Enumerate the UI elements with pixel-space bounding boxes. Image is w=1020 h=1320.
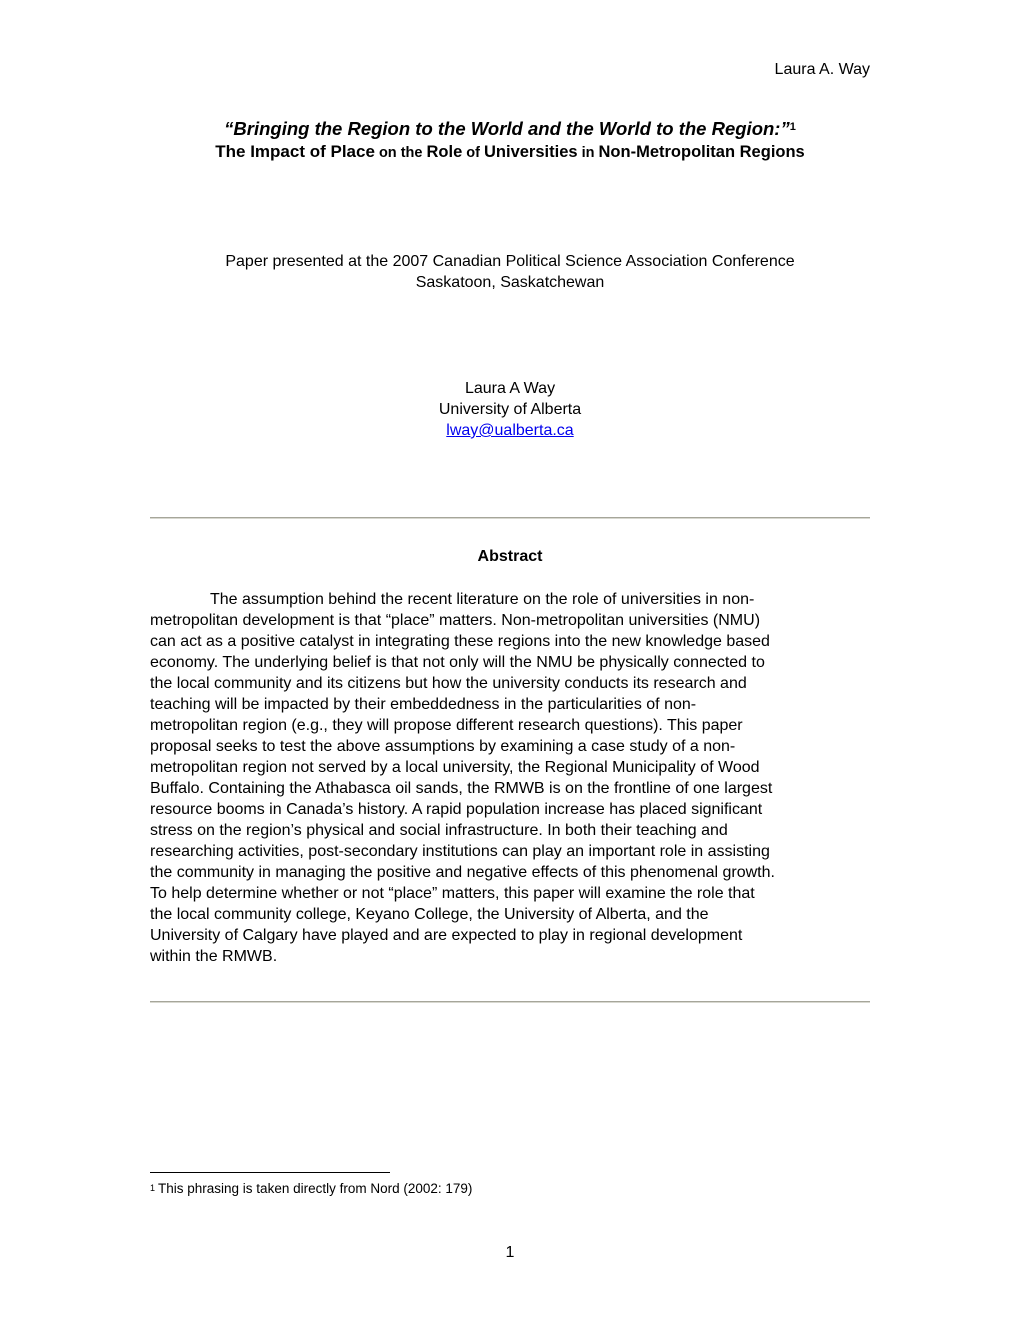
subtitle-part: The Impact of Place: [215, 142, 375, 161]
abstract-heading: Abstract: [477, 548, 543, 565]
abstract-line: metropolitan development is that “place” matters. Non-metropolitan universities (NMU): [150, 612, 761, 629]
abstract-line: To help determine whether or not “place” matters, this paper will examine the role that: [150, 885, 755, 902]
author-block: [150, 378, 870, 441]
section-divider-top: [150, 517, 870, 519]
page-number: 1: [505, 1244, 515, 1261]
paper-title: [150, 117, 870, 164]
abstract-line: metropolitan region not served by a local university, the Regional Municipality of Wood: [150, 759, 760, 776]
footnote-text: This phrasing is taken directly from Nord (2002: 179): [158, 1181, 473, 1196]
author-email-link[interactable]: lway@ualberta.ca: [446, 422, 574, 439]
conference-info: [150, 251, 870, 293]
abstract-line: the local community college, Keyano College, the University of Alberta, and the: [150, 906, 709, 923]
abstract-line: University of Calgary have played and are expected to play in regional development: [150, 927, 743, 944]
title-footnote-mark[interactable]: 1: [789, 121, 796, 133]
abstract-paragraph: [150, 589, 870, 967]
author-name: Laura A Way: [464, 380, 556, 397]
abstract-line: metropolitan region (e.g., they will propose different research questions). This paper: [150, 717, 743, 734]
title-main: [150, 117, 870, 141]
footnote: [150, 1180, 870, 1198]
footnote-mark: 1: [150, 1183, 156, 1193]
abstract-line: Buffalo. Containing the Athabasca oil sands, the RMWB is on the frontline of one largest: [150, 780, 773, 797]
conference-location: Saskatoon, Saskatchewan: [415, 274, 605, 291]
subtitle-part: of: [462, 145, 484, 161]
section-divider-bottom: [150, 1001, 870, 1003]
abstract-line: economy. The underlying belief is that not only will the NMU be physically connected to: [150, 654, 765, 671]
abstract-line: the local community and its citizens but how the university conducts its research and: [150, 675, 747, 692]
abstract-line: can act as a positive catalyst in integrating these regions into the new knowledge based: [150, 633, 770, 650]
title-main-text: “Bringing the Region to the World and the World to the Region:”: [224, 118, 790, 139]
abstract-line: the community in managing the positive and negative effects of this phenomenal growth.: [150, 864, 775, 881]
abstract-line: proposal seeks to test the above assumptions by examining a case study of a non-: [150, 738, 736, 755]
abstract-line: stress on the region’s physical and social infrastructure. In both their teaching and: [150, 822, 728, 839]
abstract-line: teaching will be impacted by their embeddedness in the particularities of non-: [150, 696, 697, 713]
abstract-line: within the RMWB.: [150, 948, 278, 965]
subtitle-part: Universities: [484, 143, 578, 161]
title-subtitle: [150, 141, 870, 164]
abstract-line: resource booms in Canada’s history. A rapid population increase has placed significant: [150, 801, 763, 818]
abstract-line: The assumption behind the recent literature on the role of universities in non-: [210, 591, 755, 608]
author-affiliation: University of Alberta: [438, 401, 582, 418]
subtitle-part: Role: [426, 143, 463, 161]
running-header: Laura A. Way: [774, 61, 870, 78]
subtitle-part: on the: [374, 145, 427, 161]
footnote-separator: [150, 1172, 390, 1173]
conference-line: Paper presented at the 2007 Canadian Political Science Association Conference: [225, 253, 795, 270]
subtitle-part: in: [577, 145, 599, 161]
subtitle-part: Non-Metropolitan Regions: [598, 143, 805, 161]
abstract-line: researching activities, post-secondary institutions can play an important role in assisting: [150, 843, 770, 860]
